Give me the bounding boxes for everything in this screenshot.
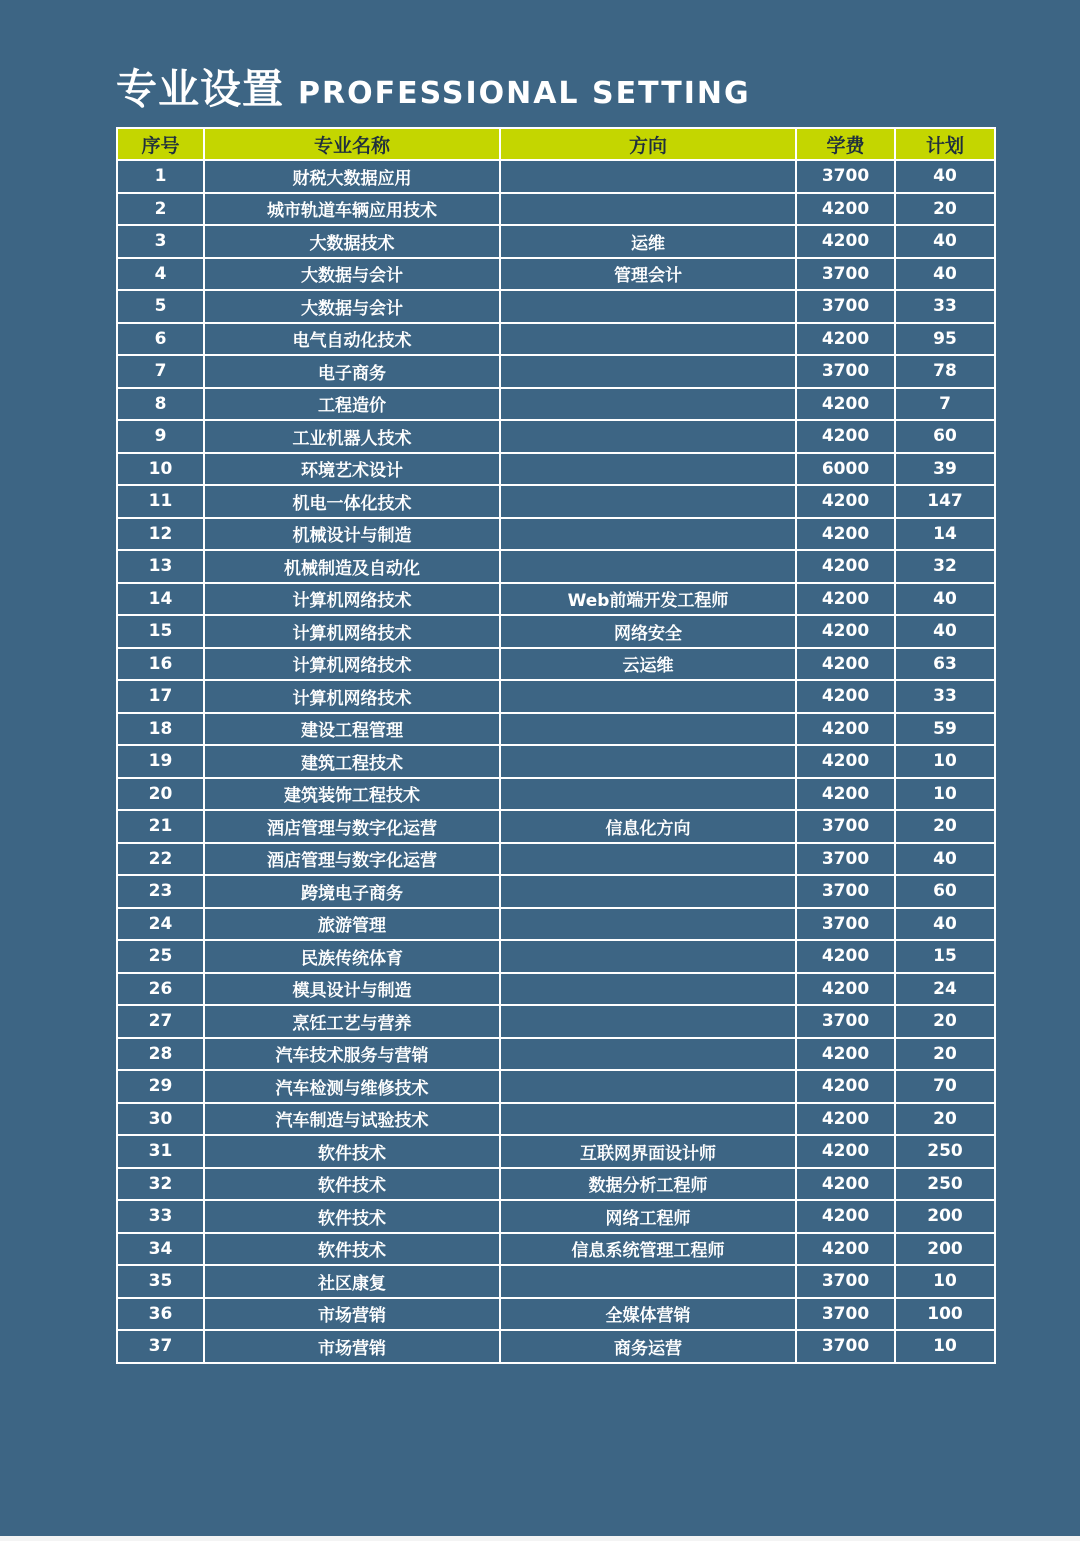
- cell-plan: 24: [895, 973, 995, 1006]
- cell-direction: [500, 550, 796, 583]
- cell-tuition: 4200: [796, 1200, 895, 1233]
- cell-tuition: 4200: [796, 778, 895, 811]
- cell-plan: 33: [895, 290, 995, 323]
- cell-plan: 250: [895, 1168, 995, 1201]
- table-row: [117, 778, 995, 811]
- cell-index: 25: [117, 940, 204, 973]
- cell-index: 3: [117, 225, 204, 258]
- cell-index: 28: [117, 1038, 204, 1071]
- cell-plan: 147: [895, 485, 995, 518]
- cell-tuition: 3700: [796, 160, 895, 193]
- cell-tuition: 4200: [796, 485, 895, 518]
- table-row: [117, 518, 995, 551]
- heading-chinese: 专业设置: [116, 65, 284, 113]
- cell-index: 13: [117, 550, 204, 583]
- cell-direction: [500, 290, 796, 323]
- cell-direction: 管理会计: [500, 258, 796, 291]
- cell-tuition: 4200: [796, 680, 895, 713]
- cell-tuition: 4200: [796, 518, 895, 551]
- cell-plan: 95: [895, 323, 995, 356]
- cell-index: 1: [117, 160, 204, 193]
- cell-direction: [500, 160, 796, 193]
- cell-tuition: 4200: [796, 1168, 895, 1201]
- cell-major-name: 建筑工程技术: [204, 745, 500, 778]
- cell-plan: 20: [895, 193, 995, 226]
- cell-index: 7: [117, 355, 204, 388]
- table-row: [117, 225, 995, 258]
- cell-tuition: 6000: [796, 453, 895, 486]
- cell-tuition: 4200: [796, 973, 895, 1006]
- cell-index: 23: [117, 875, 204, 908]
- cell-major-name: 机械制造及自动化: [204, 550, 500, 583]
- cell-index: 12: [117, 518, 204, 551]
- cell-index: 22: [117, 843, 204, 876]
- cell-plan: 10: [895, 1265, 995, 1298]
- table-row: [117, 1070, 995, 1103]
- cell-index: 21: [117, 810, 204, 843]
- cell-major-name: 城市轨道车辆应用技术: [204, 193, 500, 226]
- cell-plan: 15: [895, 940, 995, 973]
- cell-major-name: 社区康复: [204, 1265, 500, 1298]
- cell-direction: [500, 875, 796, 908]
- cell-tuition: 4200: [796, 550, 895, 583]
- page-heading: [116, 56, 751, 115]
- cell-index: 4: [117, 258, 204, 291]
- table-row: [117, 1103, 995, 1136]
- cell-plan: 250: [895, 1135, 995, 1168]
- cell-major-name: 工业机器人技术: [204, 420, 500, 453]
- cell-major-name: 汽车检测与维修技术: [204, 1070, 500, 1103]
- cell-major-name: 机械设计与制造: [204, 518, 500, 551]
- table-row: [117, 1298, 995, 1331]
- table-row: [117, 973, 995, 1006]
- cell-direction: 商务运营: [500, 1330, 796, 1363]
- cell-major-name: 建设工程管理: [204, 713, 500, 746]
- cell-tuition: 3700: [796, 1005, 895, 1038]
- cell-major-name: 烹饪工艺与营养: [204, 1005, 500, 1038]
- cell-direction: [500, 973, 796, 1006]
- cell-major-name: 跨境电子商务: [204, 875, 500, 908]
- cell-major-name: 软件技术: [204, 1135, 500, 1168]
- cell-major-name: 工程造价: [204, 388, 500, 421]
- cell-plan: 10: [895, 1330, 995, 1363]
- cell-index: 36: [117, 1298, 204, 1331]
- table-row: [117, 290, 995, 323]
- cell-direction: [500, 778, 796, 811]
- cell-major-name: 汽车技术服务与营销: [204, 1038, 500, 1071]
- cell-plan: 7: [895, 388, 995, 421]
- cell-index: 10: [117, 453, 204, 486]
- cell-tuition: 4200: [796, 1103, 895, 1136]
- cell-tuition: 3700: [796, 258, 895, 291]
- table-row: [117, 1038, 995, 1071]
- cell-tuition: 3700: [796, 1298, 895, 1331]
- cell-plan: 10: [895, 745, 995, 778]
- cell-tuition: 4200: [796, 225, 895, 258]
- cell-direction: [500, 745, 796, 778]
- cell-plan: 32: [895, 550, 995, 583]
- cell-major-name: 环境艺术设计: [204, 453, 500, 486]
- cell-direction: [500, 908, 796, 941]
- cell-tuition: 4200: [796, 193, 895, 226]
- cell-tuition: 4200: [796, 940, 895, 973]
- table-row: [117, 1005, 995, 1038]
- table-row: [117, 420, 995, 453]
- cell-index: 32: [117, 1168, 204, 1201]
- header-plan: 计划: [895, 128, 995, 160]
- cell-index: 26: [117, 973, 204, 1006]
- cell-index: 33: [117, 1200, 204, 1233]
- table-row: [117, 258, 995, 291]
- cell-major-name: 计算机网络技术: [204, 648, 500, 681]
- table-row: [117, 453, 995, 486]
- cell-direction: Web前端开发工程师: [500, 583, 796, 616]
- cell-tuition: 4200: [796, 583, 895, 616]
- cell-direction: 云运维: [500, 648, 796, 681]
- cell-plan: 60: [895, 420, 995, 453]
- cell-plan: 40: [895, 583, 995, 616]
- cell-index: 27: [117, 1005, 204, 1038]
- cell-index: 35: [117, 1265, 204, 1298]
- cell-plan: 40: [895, 160, 995, 193]
- cell-major-name: 软件技术: [204, 1168, 500, 1201]
- cell-plan: 33: [895, 680, 995, 713]
- cell-major-name: 大数据技术: [204, 225, 500, 258]
- header-tuition: 学费: [796, 128, 895, 160]
- cell-tuition: 4200: [796, 388, 895, 421]
- cell-major-name: 计算机网络技术: [204, 615, 500, 648]
- cell-tuition: 4200: [796, 1070, 895, 1103]
- table-row: [117, 648, 995, 681]
- cell-major-name: 酒店管理与数字化运营: [204, 843, 500, 876]
- cell-plan: 78: [895, 355, 995, 388]
- cell-plan: 20: [895, 810, 995, 843]
- cell-major-name: 软件技术: [204, 1200, 500, 1233]
- cell-major-name: 市场营销: [204, 1298, 500, 1331]
- cell-plan: 60: [895, 875, 995, 908]
- cell-index: 9: [117, 420, 204, 453]
- cell-major-name: 模具设计与制造: [204, 973, 500, 1006]
- cell-plan: 20: [895, 1005, 995, 1038]
- cell-plan: 40: [895, 615, 995, 648]
- header-direction: 方向: [500, 128, 796, 160]
- cell-index: 24: [117, 908, 204, 941]
- table-row: [117, 940, 995, 973]
- cell-tuition: 4200: [796, 1135, 895, 1168]
- table-body: [117, 160, 995, 1363]
- table-row: [117, 388, 995, 421]
- table-row: [117, 1135, 995, 1168]
- table-row: [117, 1330, 995, 1363]
- cell-direction: [500, 1038, 796, 1071]
- cell-major-name: 软件技术: [204, 1233, 500, 1266]
- cell-major-name: 大数据与会计: [204, 290, 500, 323]
- table-row: [117, 160, 995, 193]
- bottom-border: [0, 1536, 1080, 1541]
- cell-major-name: 财税大数据应用: [204, 160, 500, 193]
- cell-index: 5: [117, 290, 204, 323]
- cell-plan: 200: [895, 1233, 995, 1266]
- table-row: [117, 550, 995, 583]
- table-row: [117, 713, 995, 746]
- table-row: [117, 1200, 995, 1233]
- cell-direction: [500, 1070, 796, 1103]
- cell-direction: [500, 420, 796, 453]
- cell-tuition: 4200: [796, 745, 895, 778]
- cell-major-name: 大数据与会计: [204, 258, 500, 291]
- cell-major-name: 市场营销: [204, 1330, 500, 1363]
- cell-tuition: 4200: [796, 713, 895, 746]
- majors-table: [116, 127, 996, 1364]
- table-row: [117, 680, 995, 713]
- cell-direction: [500, 1005, 796, 1038]
- cell-tuition: 3700: [796, 810, 895, 843]
- cell-plan: 40: [895, 258, 995, 291]
- cell-major-name: 建筑装饰工程技术: [204, 778, 500, 811]
- cell-plan: 70: [895, 1070, 995, 1103]
- cell-tuition: 4200: [796, 615, 895, 648]
- cell-index: 29: [117, 1070, 204, 1103]
- cell-direction: 网络安全: [500, 615, 796, 648]
- table-row: [117, 615, 995, 648]
- cell-direction: [500, 843, 796, 876]
- cell-index: 20: [117, 778, 204, 811]
- cell-index: 17: [117, 680, 204, 713]
- cell-direction: [500, 485, 796, 518]
- cell-tuition: 4200: [796, 420, 895, 453]
- table-row: [117, 908, 995, 941]
- table-row: [117, 193, 995, 226]
- cell-plan: 40: [895, 908, 995, 941]
- cell-direction: 数据分析工程师: [500, 1168, 796, 1201]
- cell-index: 19: [117, 745, 204, 778]
- cell-plan: 100: [895, 1298, 995, 1331]
- cell-index: 30: [117, 1103, 204, 1136]
- table-row: [117, 810, 995, 843]
- cell-tuition: 4200: [796, 323, 895, 356]
- cell-direction: [500, 453, 796, 486]
- cell-index: 37: [117, 1330, 204, 1363]
- cell-index: 14: [117, 583, 204, 616]
- cell-major-name: 电气自动化技术: [204, 323, 500, 356]
- cell-index: 11: [117, 485, 204, 518]
- cell-direction: [500, 193, 796, 226]
- cell-direction: [500, 680, 796, 713]
- table-header-row: [117, 128, 995, 160]
- cell-index: 8: [117, 388, 204, 421]
- cell-direction: [500, 713, 796, 746]
- header-major-name: 专业名称: [204, 128, 500, 160]
- cell-plan: 200: [895, 1200, 995, 1233]
- cell-plan: 63: [895, 648, 995, 681]
- cell-direction: 互联网界面设计师: [500, 1135, 796, 1168]
- cell-direction: 信息系统管理工程师: [500, 1233, 796, 1266]
- cell-tuition: 3700: [796, 290, 895, 323]
- cell-tuition: 4200: [796, 1233, 895, 1266]
- cell-index: 16: [117, 648, 204, 681]
- cell-tuition: 3700: [796, 843, 895, 876]
- cell-direction: [500, 1103, 796, 1136]
- cell-major-name: 酒店管理与数字化运营: [204, 810, 500, 843]
- table-row: [117, 355, 995, 388]
- table-row: [117, 1265, 995, 1298]
- cell-index: 18: [117, 713, 204, 746]
- cell-tuition: 3700: [796, 1265, 895, 1298]
- cell-major-name: 汽车制造与试验技术: [204, 1103, 500, 1136]
- cell-plan: 59: [895, 713, 995, 746]
- cell-index: 34: [117, 1233, 204, 1266]
- cell-plan: 20: [895, 1038, 995, 1071]
- cell-direction: 全媒体营销: [500, 1298, 796, 1331]
- cell-tuition: 3700: [796, 355, 895, 388]
- cell-direction: 网络工程师: [500, 1200, 796, 1233]
- cell-direction: [500, 1265, 796, 1298]
- cell-index: 6: [117, 323, 204, 356]
- table-row: [117, 485, 995, 518]
- cell-index: 15: [117, 615, 204, 648]
- table-row: [117, 323, 995, 356]
- cell-plan: 10: [895, 778, 995, 811]
- cell-tuition: 3700: [796, 1330, 895, 1363]
- cell-direction: [500, 388, 796, 421]
- header-index: 序号: [117, 128, 204, 160]
- cell-plan: 14: [895, 518, 995, 551]
- cell-direction: 信息化方向: [500, 810, 796, 843]
- cell-index: 2: [117, 193, 204, 226]
- cell-tuition: 3700: [796, 875, 895, 908]
- cell-direction: [500, 323, 796, 356]
- table-row: [117, 745, 995, 778]
- cell-direction: [500, 940, 796, 973]
- table-row: [117, 1168, 995, 1201]
- table-row: [117, 1233, 995, 1266]
- cell-major-name: 机电一体化技术: [204, 485, 500, 518]
- cell-tuition: 4200: [796, 1038, 895, 1071]
- cell-plan: 39: [895, 453, 995, 486]
- cell-plan: 20: [895, 1103, 995, 1136]
- cell-tuition: 3700: [796, 908, 895, 941]
- cell-major-name: 计算机网络技术: [204, 583, 500, 616]
- cell-direction: 运维: [500, 225, 796, 258]
- cell-direction: [500, 355, 796, 388]
- cell-major-name: 计算机网络技术: [204, 680, 500, 713]
- cell-plan: 40: [895, 225, 995, 258]
- cell-index: 31: [117, 1135, 204, 1168]
- cell-major-name: 电子商务: [204, 355, 500, 388]
- cell-tuition: 4200: [796, 648, 895, 681]
- cell-plan: 40: [895, 843, 995, 876]
- cell-direction: [500, 518, 796, 551]
- table-row: [117, 875, 995, 908]
- table-row: [117, 583, 995, 616]
- cell-major-name: 民族传统体育: [204, 940, 500, 973]
- table-row: [117, 843, 995, 876]
- heading-english: PROFESSIONAL SETTING: [298, 76, 751, 111]
- cell-major-name: 旅游管理: [204, 908, 500, 941]
